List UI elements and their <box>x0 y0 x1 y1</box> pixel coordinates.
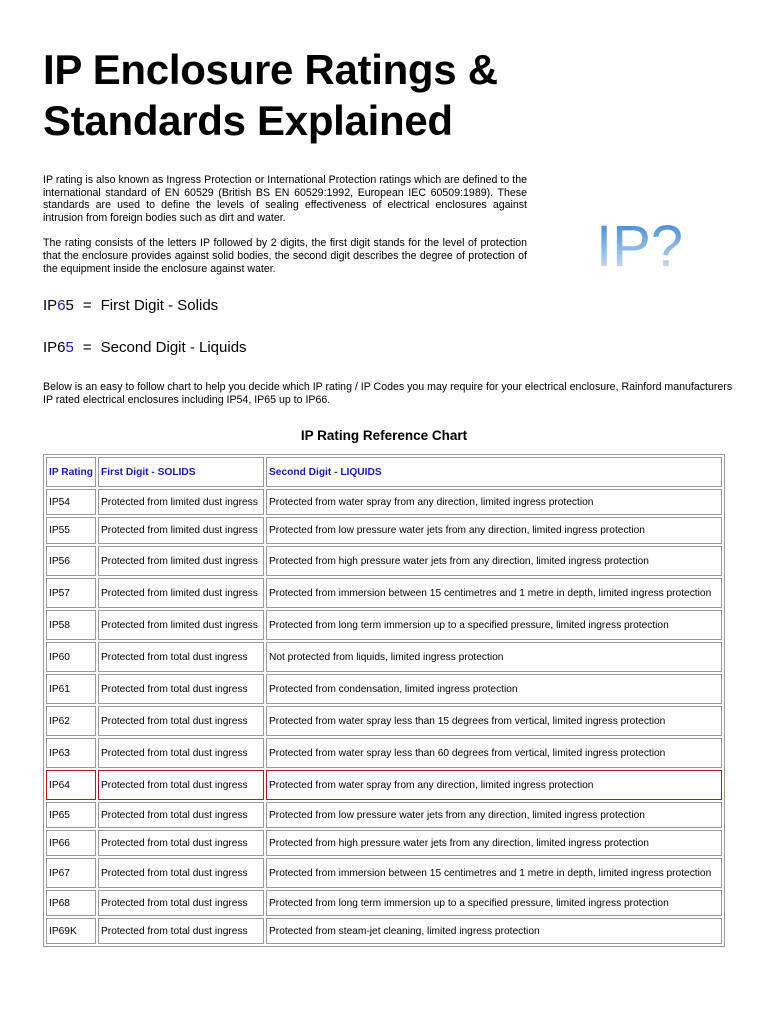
cell-second-digit: Protected from long term immersion up to a specified pressure, limited ingress protection <box>266 610 722 640</box>
table-row <box>46 770 722 800</box>
cell-ip-rating: IP56 <box>46 546 96 576</box>
cell-second-digit: Protected from low pressure water jets from any direction, limited ingress protection <box>266 802 722 828</box>
cell-ip-rating: IP64 <box>46 770 96 800</box>
header-ip-rating: IP Rating <box>46 457 96 487</box>
table-row <box>46 706 722 736</box>
page-title-line2: Standards Explained <box>43 97 453 144</box>
ip-logo-text: IP? <box>596 214 684 279</box>
cell-ip-rating: IP57 <box>46 578 96 608</box>
chart-title: IP Rating Reference Chart <box>300 428 468 443</box>
header-second-digit: Second Digit - LIQUIDS <box>266 457 722 487</box>
table-row <box>46 858 722 888</box>
cell-ip-rating: IP62 <box>46 706 96 736</box>
intro-paragraph-2: The rating consists of the letters IP followed by 2 digits, the first digit stands for the level of protection that the enclosure provides against solid bodies, the second digit describes the degree of protection of the equipment inside the enclosure against water. <box>43 237 527 275</box>
cell-second-digit: Protected from long term immersion up to a specified pressure, limited ingress protection <box>266 890 722 916</box>
cell-second-digit: Protected from water spray less than 15 degrees from vertical, limited ingress protection <box>266 706 722 736</box>
cell-ip-rating: IP68 <box>46 890 96 916</box>
cell-second-digit: Protected from water spray less than 60 degrees from vertical, limited ingress protection <box>266 738 722 768</box>
table-row <box>46 802 722 828</box>
cell-first-digit: Protected from total dust ingress <box>98 858 264 888</box>
digit1-equals: = <box>82 297 92 314</box>
cell-second-digit: Protected from steam-jet cleaning, limited ingress protection <box>266 918 722 944</box>
cell-ip-rating: IP58 <box>46 610 96 640</box>
cell-first-digit: Protected from limited dust ingress <box>98 517 264 544</box>
cell-first-digit: Protected from total dust ingress <box>98 890 264 916</box>
table-row <box>46 890 722 916</box>
cell-second-digit: Protected from condensation, limited ingress protection <box>266 674 722 704</box>
cell-first-digit: Protected from limited dust ingress <box>98 489 264 515</box>
cell-second-digit: Protected from water spray from any direction, limited ingress protection <box>266 770 722 800</box>
table-body <box>46 489 722 944</box>
table-header-row <box>46 457 722 487</box>
intro-paragraph-1: IP rating is also known as Ingress Protection or International Protection ratings which are defined to the international standard of EN 60529 (British BS EN 60529:1992, European IEC 60509:1989). These standards are used to define the levels of sealing effectiveness of electrical enclosures against intrusion from foreign bodies such as dirt and water. <box>43 174 527 225</box>
digit2-highlight: 5 <box>65 339 74 356</box>
cell-ip-rating: IP65 <box>46 802 96 828</box>
cell-second-digit: Not protected from liquids, limited ingress protection <box>266 642 722 672</box>
cell-second-digit: Protected from high pressure water jets from any direction, limited ingress protection <box>266 546 722 576</box>
cell-first-digit: Protected from total dust ingress <box>98 674 264 704</box>
table-row <box>46 738 722 768</box>
table-row <box>46 674 722 704</box>
cell-first-digit: Protected from total dust ingress <box>98 830 264 856</box>
cell-first-digit: Protected from limited dust ingress <box>98 610 264 640</box>
digit2-label: Second Digit - Liquids <box>100 339 247 356</box>
digit1-prefix: IP <box>43 297 58 314</box>
cell-second-digit: Protected from water spray from any direction, limited ingress protection <box>266 489 722 515</box>
table-row <box>46 642 722 672</box>
cell-ip-rating: IP55 <box>46 517 96 544</box>
cell-first-digit: Protected from total dust ingress <box>98 738 264 768</box>
cell-second-digit: Protected from immersion between 15 centimetres and 1 metre in depth, limited ingress protection <box>266 858 722 888</box>
cell-ip-rating: IP69K <box>46 918 96 944</box>
cell-second-digit: Protected from immersion between 15 centimetres and 1 metre in depth, limited ingress protection <box>266 578 722 608</box>
table-row <box>46 918 722 944</box>
digit2-prefix: IP6 <box>43 339 66 356</box>
table-row <box>46 546 722 576</box>
cell-first-digit: Protected from total dust ingress <box>98 706 264 736</box>
table-row <box>46 489 722 515</box>
ip-question-logo-icon <box>594 206 690 296</box>
digit1-suffix: 5 <box>65 297 74 314</box>
cell-ip-rating: IP61 <box>46 674 96 704</box>
page-title <box>43 44 498 146</box>
chart-intro-text: Below is an easy to follow chart to help you decide which IP rating / IP Codes you may require for your electrical enclosure, Rainford manufacturers IP rated electrical enclosures including IP54, IP65 up to IP66. <box>43 381 733 406</box>
digit2-equals: = <box>82 339 92 356</box>
cell-ip-rating: IP60 <box>46 642 96 672</box>
cell-second-digit: Protected from low pressure water jets from any direction, limited ingress protection <box>266 517 722 544</box>
table-row <box>46 578 722 608</box>
cell-first-digit: Protected from total dust ingress <box>98 642 264 672</box>
first-digit-line <box>43 297 218 315</box>
cell-first-digit: Protected from limited dust ingress <box>98 578 264 608</box>
header-first-digit: First Digit - SOLIDS <box>98 457 264 487</box>
table-row <box>46 517 722 544</box>
table-row <box>46 830 722 856</box>
cell-first-digit: Protected from total dust ingress <box>98 802 264 828</box>
ip-rating-table <box>43 454 725 947</box>
cell-second-digit: Protected from high pressure water jets from any direction, limited ingress protection <box>266 830 722 856</box>
cell-ip-rating: IP63 <box>46 738 96 768</box>
cell-ip-rating: IP54 <box>46 489 96 515</box>
cell-first-digit: Protected from total dust ingress <box>98 918 264 944</box>
intro-text <box>43 174 527 288</box>
page-title-line1: IP Enclosure Ratings & <box>43 46 498 93</box>
cell-first-digit: Protected from limited dust ingress <box>98 546 264 576</box>
digit1-label: First Digit - Solids <box>100 297 219 314</box>
cell-ip-rating: IP67 <box>46 858 96 888</box>
digit1-highlight: 6 <box>57 297 66 314</box>
second-digit-line <box>43 339 247 357</box>
cell-first-digit: Protected from total dust ingress <box>98 770 264 800</box>
cell-ip-rating: IP66 <box>46 830 96 856</box>
table-row <box>46 610 722 640</box>
